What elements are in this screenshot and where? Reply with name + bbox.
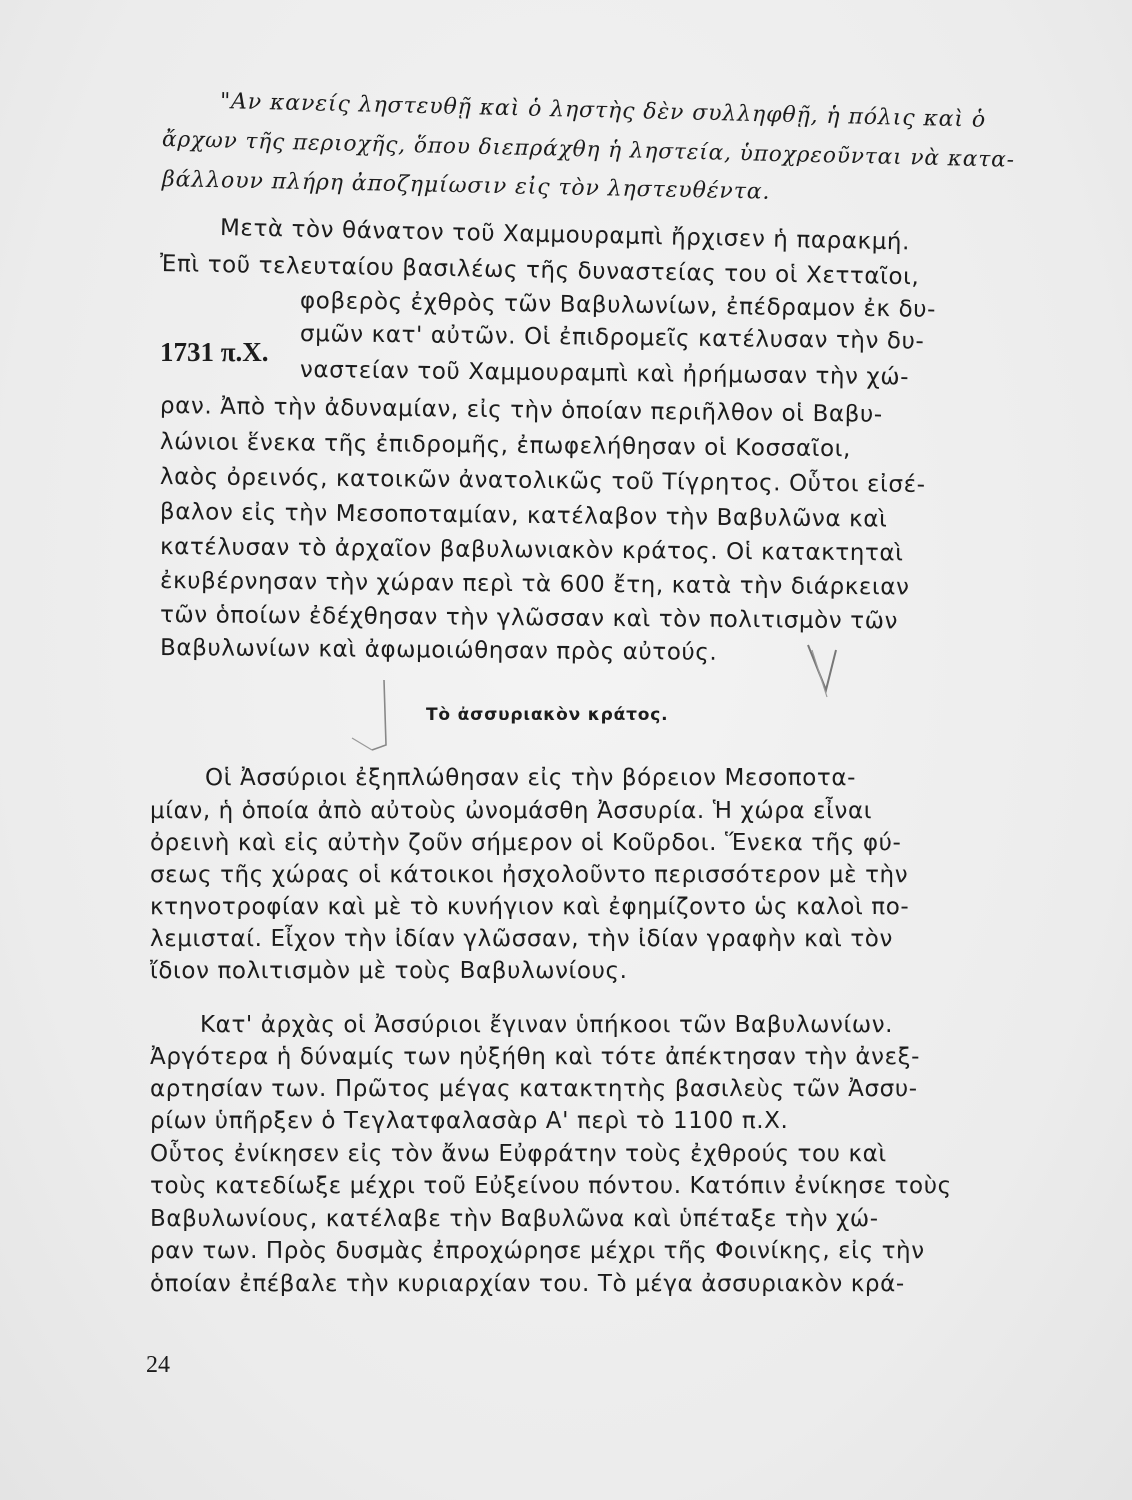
paragraph-line: ρίων ὑπῆρξεν ὁ Τεγλατφαλασὰρ Α' περὶ τὸ 1100 π.Χ.: [150, 1108, 789, 1134]
paragraph-line: ἴδιον πολιτισμὸν μὲ τοὺς Βαβυλωνίους.: [150, 958, 628, 984]
paragraph-line: Μετὰ τὸν θάνατον τοῦ Χαμμουραμπὶ ἤρχισεν ἡ παρακμή.: [219, 215, 911, 256]
paragraph-line: κατέλυσαν τὸ ἀρχαῖον βαβυλωνιακὸν κράτος. Οἱ κατακτηταὶ: [159, 534, 904, 567]
paragraph-line: λαὸς ὀρεινός, κατοικῶν ἀνατολικῶς τοῦ Τίγρητος. Οὗτοι εἰσέ-: [159, 464, 926, 499]
margin-date-note: 1731 π.Χ.: [160, 337, 269, 367]
paragraph-line: κτηνοτροφίαν καὶ μὲ τὸ κυνήγιον καὶ ἐφημίζοντο ὡς καλοὶ πο-: [150, 894, 910, 920]
quote-line: "Αν κανείς ληστευθῇ καὶ ὁ ληστὴς δὲν συλληφθῇ, ἡ πόλις καὶ ὁ: [219, 89, 987, 133]
paragraph-line: σεως τῆς χώρας οἱ κάτοικοι ἠσχολοῦντο περισσότερον μὲ τὴν: [150, 862, 909, 888]
paragraph-line: ὁποίαν ἐπέβαλε τὴν κυριαρχίαν του. Τὸ μέγα ἀσσυριακὸν κρά-: [150, 1271, 905, 1297]
quote-line: βάλλουν πλήρη ἀποζημίωσιν εἰς τὸν ληστευθέντα.: [161, 167, 771, 205]
quote-line: ἄρχων τῆς περιοχῆς, ὅπου διεπράχθη ἡ ληστεία, ὑποχρεοῦνται νὰ κατα-: [161, 127, 1016, 173]
paragraph-line: ὀρεινὴ καὶ εἰς αὐτὴν ζοῦν σήμερον οἱ Κοῦρδοι. Ἕνεκα τῆς φύ-: [150, 830, 902, 856]
paragraph-line: τῶν ὁποίων ἐδέχθησαν τὴν γλῶσσαν καὶ τὸν πολιτισμὸν τῶν: [159, 602, 899, 635]
paragraph-line: λώνιοι ἕνεκα τῆς ἐπιδρομῆς, ἐπωφελήθησαν οἱ Κοσσαῖοι,: [159, 429, 852, 463]
paragraph-line: Βαβυλωνίους, κατέλαβε τὴν Βαβυλῶνα καὶ ὑπέταξε τὴν χώ-: [150, 1206, 879, 1232]
paragraph-line: Βαβυλωνίων καὶ ἀφωμοιώθησαν πρὸς αὐτούς.: [159, 635, 718, 666]
section-heading: Τὸ ἀσσυριακὸν κράτος.: [426, 705, 669, 725]
paragraph-line: σμῶν κατ' αὐτῶν. Οἱ ἐπιδρομεῖς κατέλυσαν τὴν δυ-: [299, 321, 925, 355]
paragraph-line: Οἱ Ἀσσύριοι ἐξηπλώθησαν εἰς τὴν βόρειον Μεσοποτα-: [205, 765, 856, 791]
paragraph-line: βαλον εἰς τὴν Μεσοποταμίαν, κατέλαβον τὴν Βαβυλῶνα καὶ: [159, 499, 888, 533]
paragraph-line: ναστείαν τοῦ Χαμμουραμπὶ καὶ ἠρήμωσαν τὴν χώ-: [299, 357, 910, 391]
paragraph-line: φοβερὸς ἐχθρὸς τῶν Βαβυλωνίων, ἐπέδραμον ἐκ δυ-: [299, 288, 937, 323]
paragraph-line: τοὺς κατεδίωξε μέχρι τοῦ Εὐξείνου πόντου. Κατόπιν ἐνίκησε τοὺς: [150, 1173, 952, 1199]
paragraph-line: Κατ' ἀρχὰς οἱ Ἀσσύριοι ἔγιναν ὑπήκοοι τῶν Βαβυλωνίων.: [200, 1012, 894, 1038]
paragraph-line: ραν. Ἀπὸ τὴν ἀδυναμίαν, εἰς τὴν ὁποίαν περιῆλθον οἱ Βαβυ-: [159, 393, 883, 428]
paragraph-line: ἐκυβέρνησαν τὴν χώραν περὶ τὰ 600 ἔτη, κατὰ τὴν διάρκειαν: [159, 568, 910, 601]
page-number: 24: [146, 1352, 170, 1378]
paragraph-line: Ἐπὶ τοῦ τελευταίου βασιλέως τῆς δυναστείας του οἱ Χετταῖοι,: [159, 251, 920, 291]
paragraph-line: ραν των. Πρὸς δυσμὰς ἐπροχώρησε μέχρι τῆς Φοινίκης, εἰς τὴν: [150, 1238, 925, 1264]
paragraph-line: λεμισταί. Εἶχον τὴν ἰδίαν γλῶσσαν, τὴν ἰδίαν γραφὴν καὶ τὸν: [150, 926, 893, 952]
paragraph-line: Οὗτος ἐνίκησεν εἰς τὸν ἄνω Εὐφράτην τοὺς ἐχθρούς του καὶ: [150, 1141, 887, 1167]
paragraph-line: αρτησίαν των. Πρῶτος μέγας κατακτητὴς βασιλεὺς τῶν Ἀσσυ-: [150, 1076, 918, 1102]
paragraph-line: Ἀργότερα ἡ δύναμίς των ηὐξήθη καὶ τότε ἀπέκτησαν τὴν ἀνεξ-: [150, 1044, 920, 1070]
paragraph-line: μίαν, ἡ ὁποία ἀπὸ αὐτοὺς ὠνομάσθη Ἀσσυρία. Ἡ χώρα εἶναι: [150, 798, 873, 824]
